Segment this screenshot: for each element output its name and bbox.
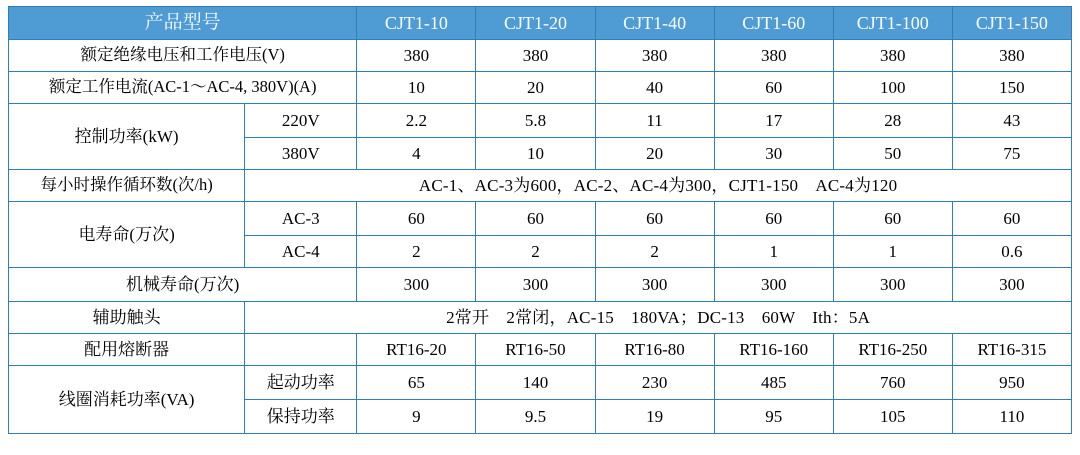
cell-value: 110 bbox=[952, 400, 1071, 434]
cell-value: 50 bbox=[833, 138, 952, 170]
row-sublabel-holding-power: 保持功率 bbox=[245, 400, 357, 434]
cell-value: 300 bbox=[476, 268, 595, 302]
cell-value: 11 bbox=[595, 104, 714, 138]
table-row bbox=[9, 366, 1072, 400]
row-label-auxiliary-contacts: 辅助触头 bbox=[9, 302, 245, 334]
cell-value: 140 bbox=[476, 366, 595, 400]
table-row bbox=[9, 104, 1072, 138]
row-label-rated-current: 额定工作电流(AC-1～AC-4, 380V)(A) bbox=[9, 72, 357, 104]
table-row bbox=[9, 202, 1072, 236]
cell-value: 1 bbox=[714, 236, 833, 268]
cell-value: 10 bbox=[476, 138, 595, 170]
header-model-2: CJT1-20 bbox=[476, 7, 595, 40]
cell-value: 17 bbox=[714, 104, 833, 138]
row-label-control-power: 控制功率(kW) bbox=[9, 104, 245, 170]
cell-value: 60 bbox=[357, 202, 476, 236]
cell-value: 20 bbox=[476, 72, 595, 104]
cell-value: RT16-80 bbox=[595, 334, 714, 366]
header-model-6: CJT1-150 bbox=[952, 7, 1071, 40]
table-row bbox=[9, 302, 1072, 334]
cell-value: 380 bbox=[476, 40, 595, 72]
cell-value: 5.8 bbox=[476, 104, 595, 138]
cell-value: 60 bbox=[595, 202, 714, 236]
cell-value: 75 bbox=[952, 138, 1071, 170]
cell-value: 60 bbox=[714, 202, 833, 236]
cell-value: 40 bbox=[595, 72, 714, 104]
cell-value: 95 bbox=[714, 400, 833, 434]
cell-value: 9.5 bbox=[476, 400, 595, 434]
cell-value: 380 bbox=[952, 40, 1071, 72]
row-sublabel-fuse-empty bbox=[245, 334, 357, 366]
row-sublabel-380v: 380V bbox=[245, 138, 357, 170]
row-label-mechanical-life: 机械寿命(万次) bbox=[9, 268, 357, 302]
row-label-operating-cycles: 每小时操作循环数(次/h) bbox=[9, 170, 245, 202]
cell-note-operating-cycles: AC-1、AC-3为600，AC-2、AC-4为300，CJT1-150 AC-4为120 bbox=[245, 170, 1072, 202]
cell-value: 0.6 bbox=[952, 236, 1071, 268]
cell-value: 10 bbox=[357, 72, 476, 104]
cell-value: 2.2 bbox=[357, 104, 476, 138]
cell-value: 2 bbox=[595, 236, 714, 268]
cell-value: 950 bbox=[952, 366, 1071, 400]
cell-value: RT16-50 bbox=[476, 334, 595, 366]
cell-value: 300 bbox=[714, 268, 833, 302]
cell-value: 60 bbox=[833, 202, 952, 236]
cell-value: 60 bbox=[952, 202, 1071, 236]
table-row bbox=[9, 72, 1072, 104]
cell-value: 1 bbox=[833, 236, 952, 268]
cell-value: 300 bbox=[952, 268, 1071, 302]
cell-value: 30 bbox=[714, 138, 833, 170]
cell-value: RT16-160 bbox=[714, 334, 833, 366]
header-model-3: CJT1-40 bbox=[595, 7, 714, 40]
table-row bbox=[9, 40, 1072, 72]
cell-value: 380 bbox=[714, 40, 833, 72]
header-model-1: CJT1-10 bbox=[357, 7, 476, 40]
cell-value: 105 bbox=[833, 400, 952, 434]
specification-table bbox=[8, 6, 1072, 434]
header-model-4: CJT1-60 bbox=[714, 7, 833, 40]
cell-value: 19 bbox=[595, 400, 714, 434]
row-sublabel-ac4: AC-4 bbox=[245, 236, 357, 268]
table-header-row bbox=[9, 7, 1072, 40]
cell-value: 485 bbox=[714, 366, 833, 400]
cell-value: 380 bbox=[833, 40, 952, 72]
row-label-coil-power: 线圈消耗功率(VA) bbox=[9, 366, 245, 434]
cell-value: 380 bbox=[595, 40, 714, 72]
cell-value: 4 bbox=[357, 138, 476, 170]
table-row bbox=[9, 170, 1072, 202]
row-sublabel-starting-power: 起动功率 bbox=[245, 366, 357, 400]
spec-sheet bbox=[0, 6, 1080, 455]
row-sublabel-220v: 220V bbox=[245, 104, 357, 138]
cell-value: 300 bbox=[595, 268, 714, 302]
cell-value: 28 bbox=[833, 104, 952, 138]
cell-value: 100 bbox=[833, 72, 952, 104]
cell-value: 2 bbox=[476, 236, 595, 268]
cell-value: 20 bbox=[595, 138, 714, 170]
cell-value: 150 bbox=[952, 72, 1071, 104]
cell-value: 380 bbox=[357, 40, 476, 72]
cell-value: 760 bbox=[833, 366, 952, 400]
cell-note-auxiliary-contacts: 2常开 2常闭，AC-15 180VA；DC-13 60W Ith：5A bbox=[245, 302, 1072, 334]
header-product-model: 产品型号 bbox=[9, 7, 357, 40]
header-model-5: CJT1-100 bbox=[833, 7, 952, 40]
table-row bbox=[9, 334, 1072, 366]
row-label-insulation-voltage: 额定绝缘电压和工作电压(V) bbox=[9, 40, 357, 72]
cell-value: 300 bbox=[357, 268, 476, 302]
table-row bbox=[9, 268, 1072, 302]
cell-value: RT16-20 bbox=[357, 334, 476, 366]
cell-value: 65 bbox=[357, 366, 476, 400]
cell-value: RT16-315 bbox=[952, 334, 1071, 366]
row-label-fuse: 配用熔断器 bbox=[9, 334, 245, 366]
cell-value: 9 bbox=[357, 400, 476, 434]
cell-value: 60 bbox=[476, 202, 595, 236]
cell-value: 60 bbox=[714, 72, 833, 104]
row-label-electrical-life: 电寿命(万次) bbox=[9, 202, 245, 268]
cell-value: 230 bbox=[595, 366, 714, 400]
cell-value: 2 bbox=[357, 236, 476, 268]
cell-value: RT16-250 bbox=[833, 334, 952, 366]
cell-value: 300 bbox=[833, 268, 952, 302]
row-sublabel-ac3: AC-3 bbox=[245, 202, 357, 236]
cell-value: 43 bbox=[952, 104, 1071, 138]
